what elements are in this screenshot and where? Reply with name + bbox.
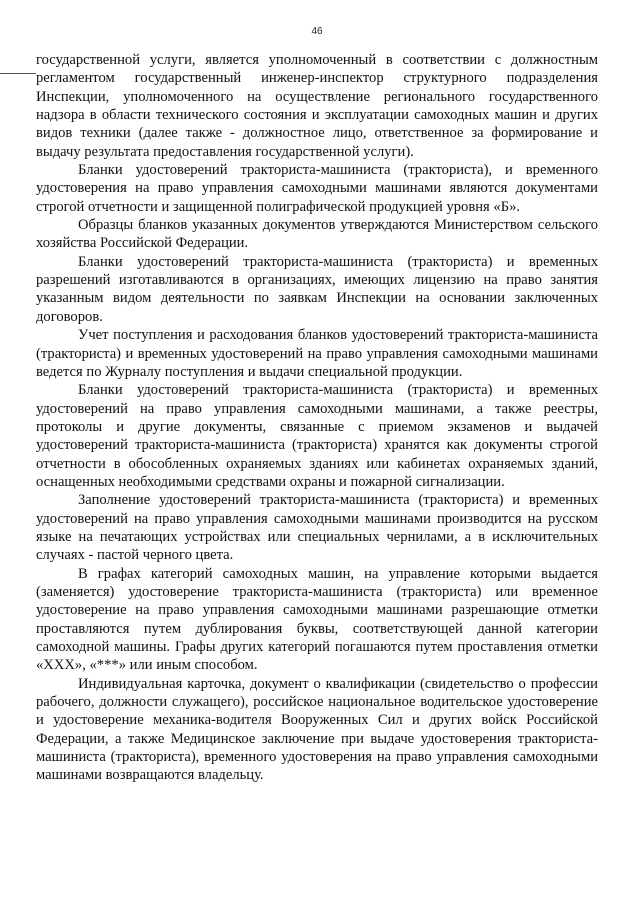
margin-rule <box>0 73 36 74</box>
document-body <box>36 51 598 785</box>
paragraph: Образцы бланков указанных документов утверждаются Министерством сельского хозяйства Российской Федерации. <box>36 217 598 252</box>
paragraph: Бланки удостоверений тракториста-машиниста (тракториста) и временных удостоверений на право управления самоходными машинами, а также реестры, протоколы и другие документы, связанные с приемом экзаменов и выдачей удостоверений тракториста-машиниста (тракториста) хранятся как документы строгой отчетности в обособленных охраняемых зданиях или кабинетах охраняемых зданий, оснащенных необходимыми средствами охраны и пожарной сигнализации. <box>36 382 598 490</box>
paragraph: Бланки удостоверений тракториста-машиниста (тракториста), и временного удостоверения на право управления самоходными машинами являются документами строгой отчетности и защищенной полиграфической продукцией уровня «Б». <box>36 162 598 215</box>
page-number: 46 <box>311 26 323 37</box>
paragraph: Учет поступления и расходования бланков удостоверений тракториста-машиниста (тракториста) и временных удостоверений на право управления самоходными машинами ведется по Журналу поступления и выдачи специальной продукции. <box>36 327 598 380</box>
paragraph: Заполнение удостоверений тракториста-машиниста (тракториста) и временных удостоверений на право управления самоходными машинами производится на русском языке на печатающих устройствах или специальных чернилами, а в исключительных случаях - пастой черного цвета. <box>36 492 598 564</box>
paragraph: Бланки удостоверений тракториста-машиниста (тракториста) и временных разрешений изготавливаются в организациях, имеющих лицензию на право занятия указанным видом деятельности по заявкам Инспекции на основании заключенных договоров. <box>36 253 598 325</box>
paragraph: Индивидуальная карточка, документ о квалификации (свидетельство о профессии рабочего, должности служащего), российское национальное водительское удостоверение и удостоверение механика-водителя Вооруженных Сил и других войск Российской Федерации, а также Медицинское заключение при выдаче удостоверения тракториста-машиниста (тракториста), временного удостоверения на право управления самоходными машинами возвращаются владельцу. <box>36 675 598 784</box>
paragraph: государственной услуги, является уполномоченный в соответствии с должностным регламентом государственный инженер-инспектор структурного подразделения Инспекции, уполномоченного на осуществление регионального государственного надзора в области технического состояния и эксплуатации самоходных машин и других видов техники (далее также - должностное лицо, ответственное за формирование и выдачу результата предоставления государственной услуги). <box>36 52 598 160</box>
paragraph: В графах категорий самоходных машин, на управление которыми выдается (заменяется) удостоверение тракториста-машиниста (тракториста) или временное удостоверение на право управления самоходными машинами разрешающие отметки проставляются путем дублирования буквы, соответствующей данной категории самоходной машины. Графы других категорий погашаются путем проставления отметки «XXX», «***» или иным способом. <box>36 565 598 674</box>
